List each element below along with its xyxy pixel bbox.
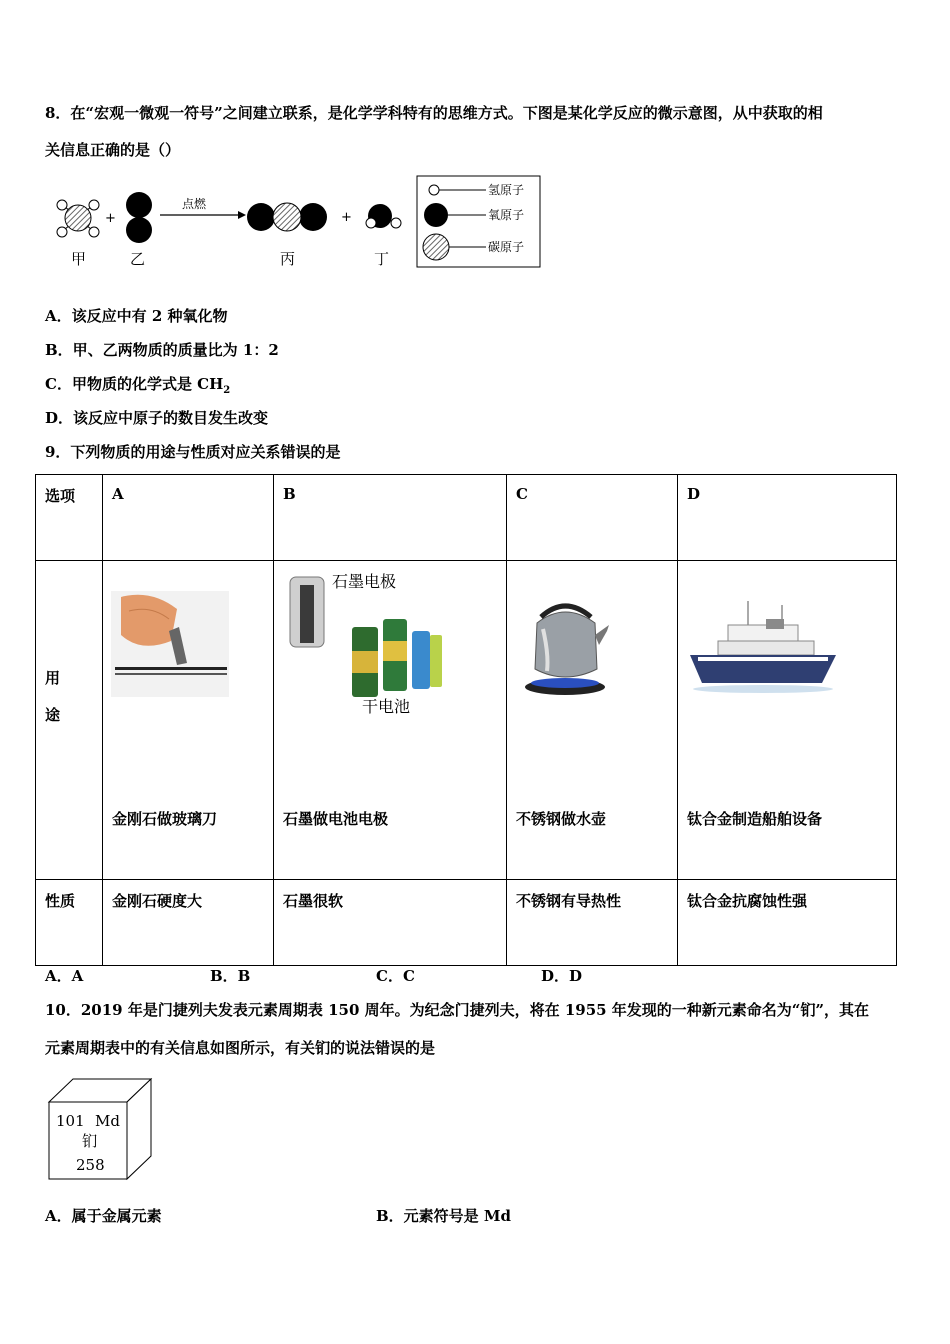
use-d-text: 钛合金制造船舶设备	[687, 810, 823, 828]
molecule-yi	[126, 192, 152, 243]
legend-oxygen: 氧原子	[488, 208, 525, 222]
property-label: 性质	[36, 880, 103, 966]
q8-option-d: D．该反应中原子的数目发生改变	[45, 409, 269, 427]
q9-property-row	[36, 880, 897, 966]
q8-option-c: C．甲物质的化学式是 $CH_2$	[45, 375, 231, 396]
use-label-2: 途	[45, 706, 61, 724]
molecule-bing	[247, 203, 327, 231]
header-d: D	[678, 475, 897, 561]
q9-use-row	[36, 561, 897, 880]
q8-stem-line1: 8．在“宏观一微观一符号”之间建立联系，是化学学科特有的思维方式。下图是某化学反应的微示意图，从中获取的相	[45, 104, 823, 122]
q9-answer-b: B．B	[210, 967, 251, 985]
q9-header-row	[36, 475, 897, 561]
property-a: 金刚石硬度大	[103, 880, 274, 966]
element-symbol: Md	[95, 1112, 120, 1130]
plus-1: +	[105, 211, 116, 226]
element-name: 钔	[82, 1132, 98, 1150]
glass-cutter-image	[111, 591, 229, 697]
ship-image	[688, 597, 838, 697]
property-d: 钛合金抗腐蚀性强	[678, 880, 897, 966]
q9-stem: 9．下列物质的用途与性质对应关系错误的是	[45, 443, 341, 461]
header-b: B	[274, 475, 507, 561]
q10-option-a: A．属于金属元素	[45, 1207, 162, 1225]
q10-stem-line1: 10．2019 年是门捷列夫发表元素周期表 150 周年。为纪念门捷列夫，将在 1955 年发现的一种新元素命名为“钔”，其在	[45, 1001, 870, 1019]
reaction-condition: 点燃	[182, 197, 207, 211]
use-label-cell	[36, 561, 103, 880]
q8-stem-line2: 关信息正确的是（）	[45, 141, 181, 159]
use-cell-b	[274, 561, 507, 880]
label-yi: 乙	[130, 250, 146, 268]
use-a-text: 金刚石做玻璃刀	[112, 810, 218, 828]
label-jia: 甲	[71, 250, 87, 268]
legend-carbon: 碳原子	[488, 240, 525, 254]
label-dry-battery: 干电池	[362, 697, 411, 716]
header-a: A	[103, 475, 274, 561]
q9-answer-a: A．A	[45, 967, 84, 985]
use-label-1: 用	[45, 669, 61, 687]
legend-hydrogen: 氢原子	[488, 183, 525, 197]
q9-answer-d: D．D	[541, 967, 583, 985]
plus-2: +	[341, 210, 352, 225]
molecule-jia	[57, 200, 99, 237]
q10-stem-line2: 元素周期表中的有关信息如图所示，有关钔的说法错误的是	[45, 1039, 436, 1057]
molecule-ding	[366, 204, 401, 228]
label-bing: 丙	[280, 250, 296, 268]
use-b-text: 石墨做电池电极	[283, 810, 389, 828]
q8-option-a: A．该反应中有 2 种氧化物	[45, 307, 228, 325]
use-cell-c	[507, 561, 678, 880]
q8-reaction-diagram	[50, 172, 550, 272]
element-card	[46, 1076, 156, 1184]
header-option: 选项	[36, 475, 103, 561]
property-c: 不锈钢有导热性	[507, 880, 678, 966]
kettle-image	[519, 595, 613, 699]
use-cell-d	[678, 561, 897, 880]
header-c: C	[507, 475, 678, 561]
label-ding: 丁	[374, 250, 390, 268]
q9-table	[35, 474, 897, 966]
arrow-icon	[238, 211, 246, 219]
use-cell-a	[103, 561, 274, 880]
element-number: 101	[56, 1112, 85, 1130]
property-b: 石墨很软	[274, 880, 507, 966]
element-mass: 258	[76, 1156, 105, 1174]
q8-option-b: B．甲、乙两物质的质量比为 1：2	[45, 341, 279, 359]
q9-answer-c: C．C	[376, 967, 415, 985]
q10-option-b: B．元素符号是 Md	[376, 1207, 511, 1225]
label-graphite-electrode: 石墨电极	[332, 572, 397, 591]
use-c-text: 不锈钢做水壶	[516, 810, 607, 828]
